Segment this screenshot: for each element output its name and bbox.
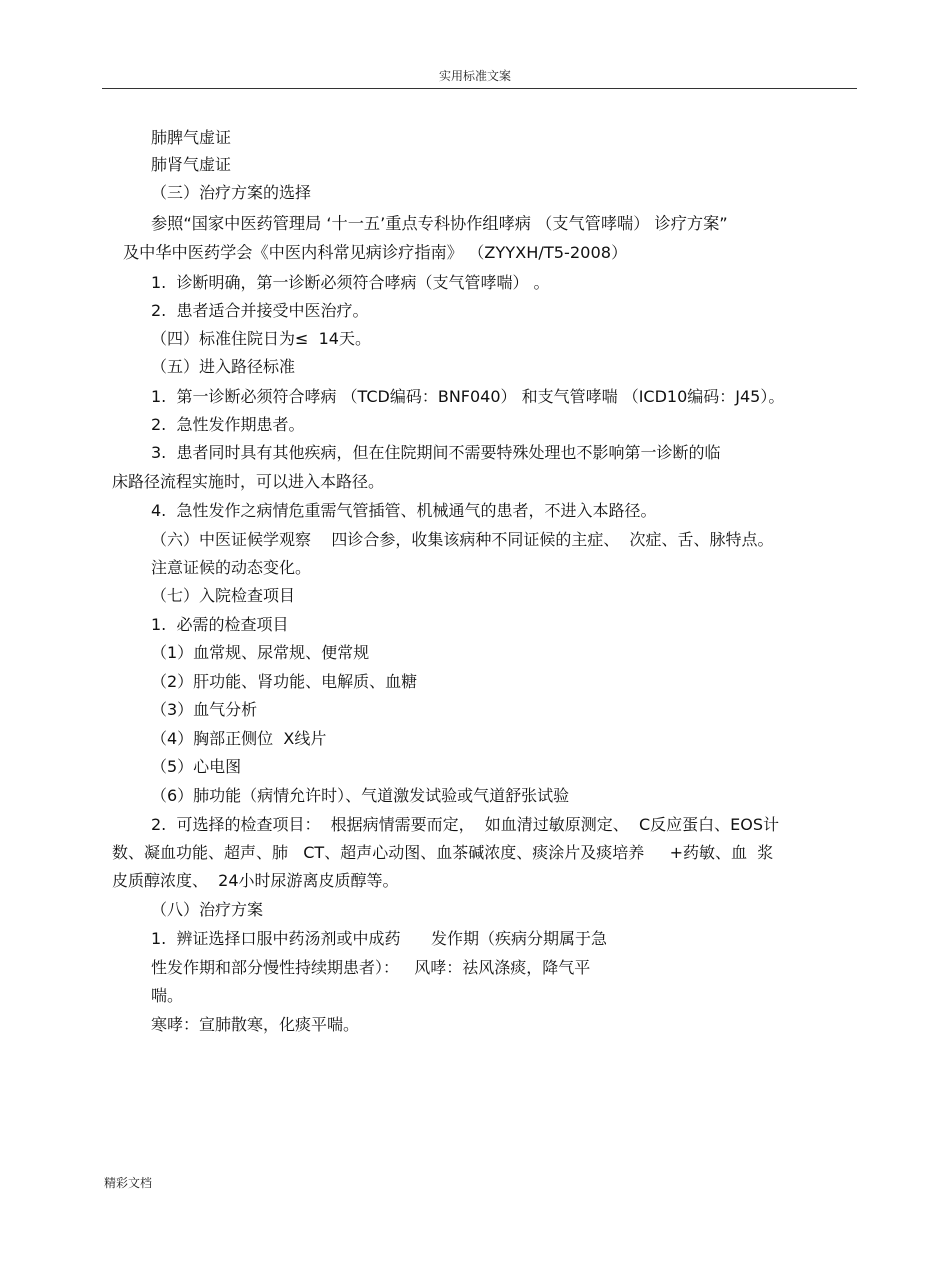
text-line: 2. 急性发作期患者。 bbox=[151, 415, 305, 434]
text-line: 注意证候的动态变化。 bbox=[151, 558, 312, 577]
text-line: 肺脾气虚证 bbox=[151, 128, 232, 147]
list-item: （4）胸部正侧位 X线片 bbox=[151, 729, 327, 748]
section-heading: （五）进入路径标准 bbox=[151, 357, 296, 376]
text-line: 2. 可选择的检查项目： 根据病情需要而定， 如血清过敏原测定、 C反应蛋白、EOS计 bbox=[151, 815, 779, 834]
text-line: 1. 辨证选择口服中药汤剂或中成药 发作期（疾病分期属于急 bbox=[151, 929, 607, 948]
list-item: （1）血常规、尿常规、便常规 bbox=[151, 643, 370, 662]
list-item: （5）心电图 bbox=[151, 757, 242, 776]
text-line: 1. 第一诊断必须符合哮病 （TCD编码：BNF040） 和支气管哮喘 （ICD10编码：J45）。 bbox=[151, 387, 785, 406]
text-line: 3. 患者同时具有其他疾病，但在住院期间不需要特殊处理也不影响第一诊断的临 bbox=[151, 443, 721, 462]
text-line: 肺肾气虚证 bbox=[151, 155, 232, 174]
section-heading: （六）中医证候学观察 四诊合参，收集该病种不同证候的主症、 次症、舌、脉特点。 bbox=[151, 530, 774, 549]
page-footer-text: 精彩文档 bbox=[104, 1176, 153, 1190]
page-header-title: 实用标准文案 bbox=[438, 69, 511, 83]
section-heading: （七）入院检查项目 bbox=[151, 586, 296, 605]
section-heading: （四）标准住院日为≤ 14天。 bbox=[151, 329, 371, 348]
text-line: 数、凝血功能、超声、肺 CT、超声心动图、血茶碱浓度、痰涂片及痰培养 +药敏、血 浆 bbox=[112, 843, 774, 862]
text-line: 1. 必需的检查项目 bbox=[151, 615, 289, 634]
text-line: 2. 患者适合并接受中医治疗。 bbox=[151, 301, 369, 320]
text-line: 喘。 bbox=[151, 986, 184, 1005]
text-line: 皮质醇浓度、 24小时尿游离皮质醇等。 bbox=[112, 871, 399, 890]
list-item: （6）肺功能（病情允许时）、气道激发试验或气道舒张试验 bbox=[151, 786, 570, 805]
text-line: 寒哮：宣肺散寒，化痰平喘。 bbox=[151, 1015, 360, 1034]
section-heading: （三）治疗方案的选择 bbox=[151, 183, 312, 202]
text-line: 4. 急性发作之病情危重需气管插管、机械通气的患者，不进入本路径。 bbox=[151, 501, 657, 520]
text-line: 1. 诊断明确，第一诊断必须符合哮病（支气管哮喘） 。 bbox=[151, 273, 550, 292]
header-divider bbox=[102, 88, 857, 89]
section-heading: （八）治疗方案 bbox=[151, 900, 264, 919]
list-item: （2）肝功能、肾功能、电解质、血糖 bbox=[151, 672, 418, 691]
text-line: 性发作期和部分慢性持续期患者）： 风哮：祛风涤痰，降气平 bbox=[151, 958, 591, 977]
text-line: 及中华中医药学会《中医内科常见病诊疗指南》 （ZYYXH/T5-2008） bbox=[123, 243, 628, 262]
list-item: （3）血气分析 bbox=[151, 700, 258, 719]
text-line: 参照“国家中医药管理局 ‘十一五’重点专科协作组哮病 （支气管哮喘） 诊疗方案” bbox=[151, 214, 728, 233]
text-line: 床路径流程实施时，可以进入本路径。 bbox=[112, 472, 385, 491]
